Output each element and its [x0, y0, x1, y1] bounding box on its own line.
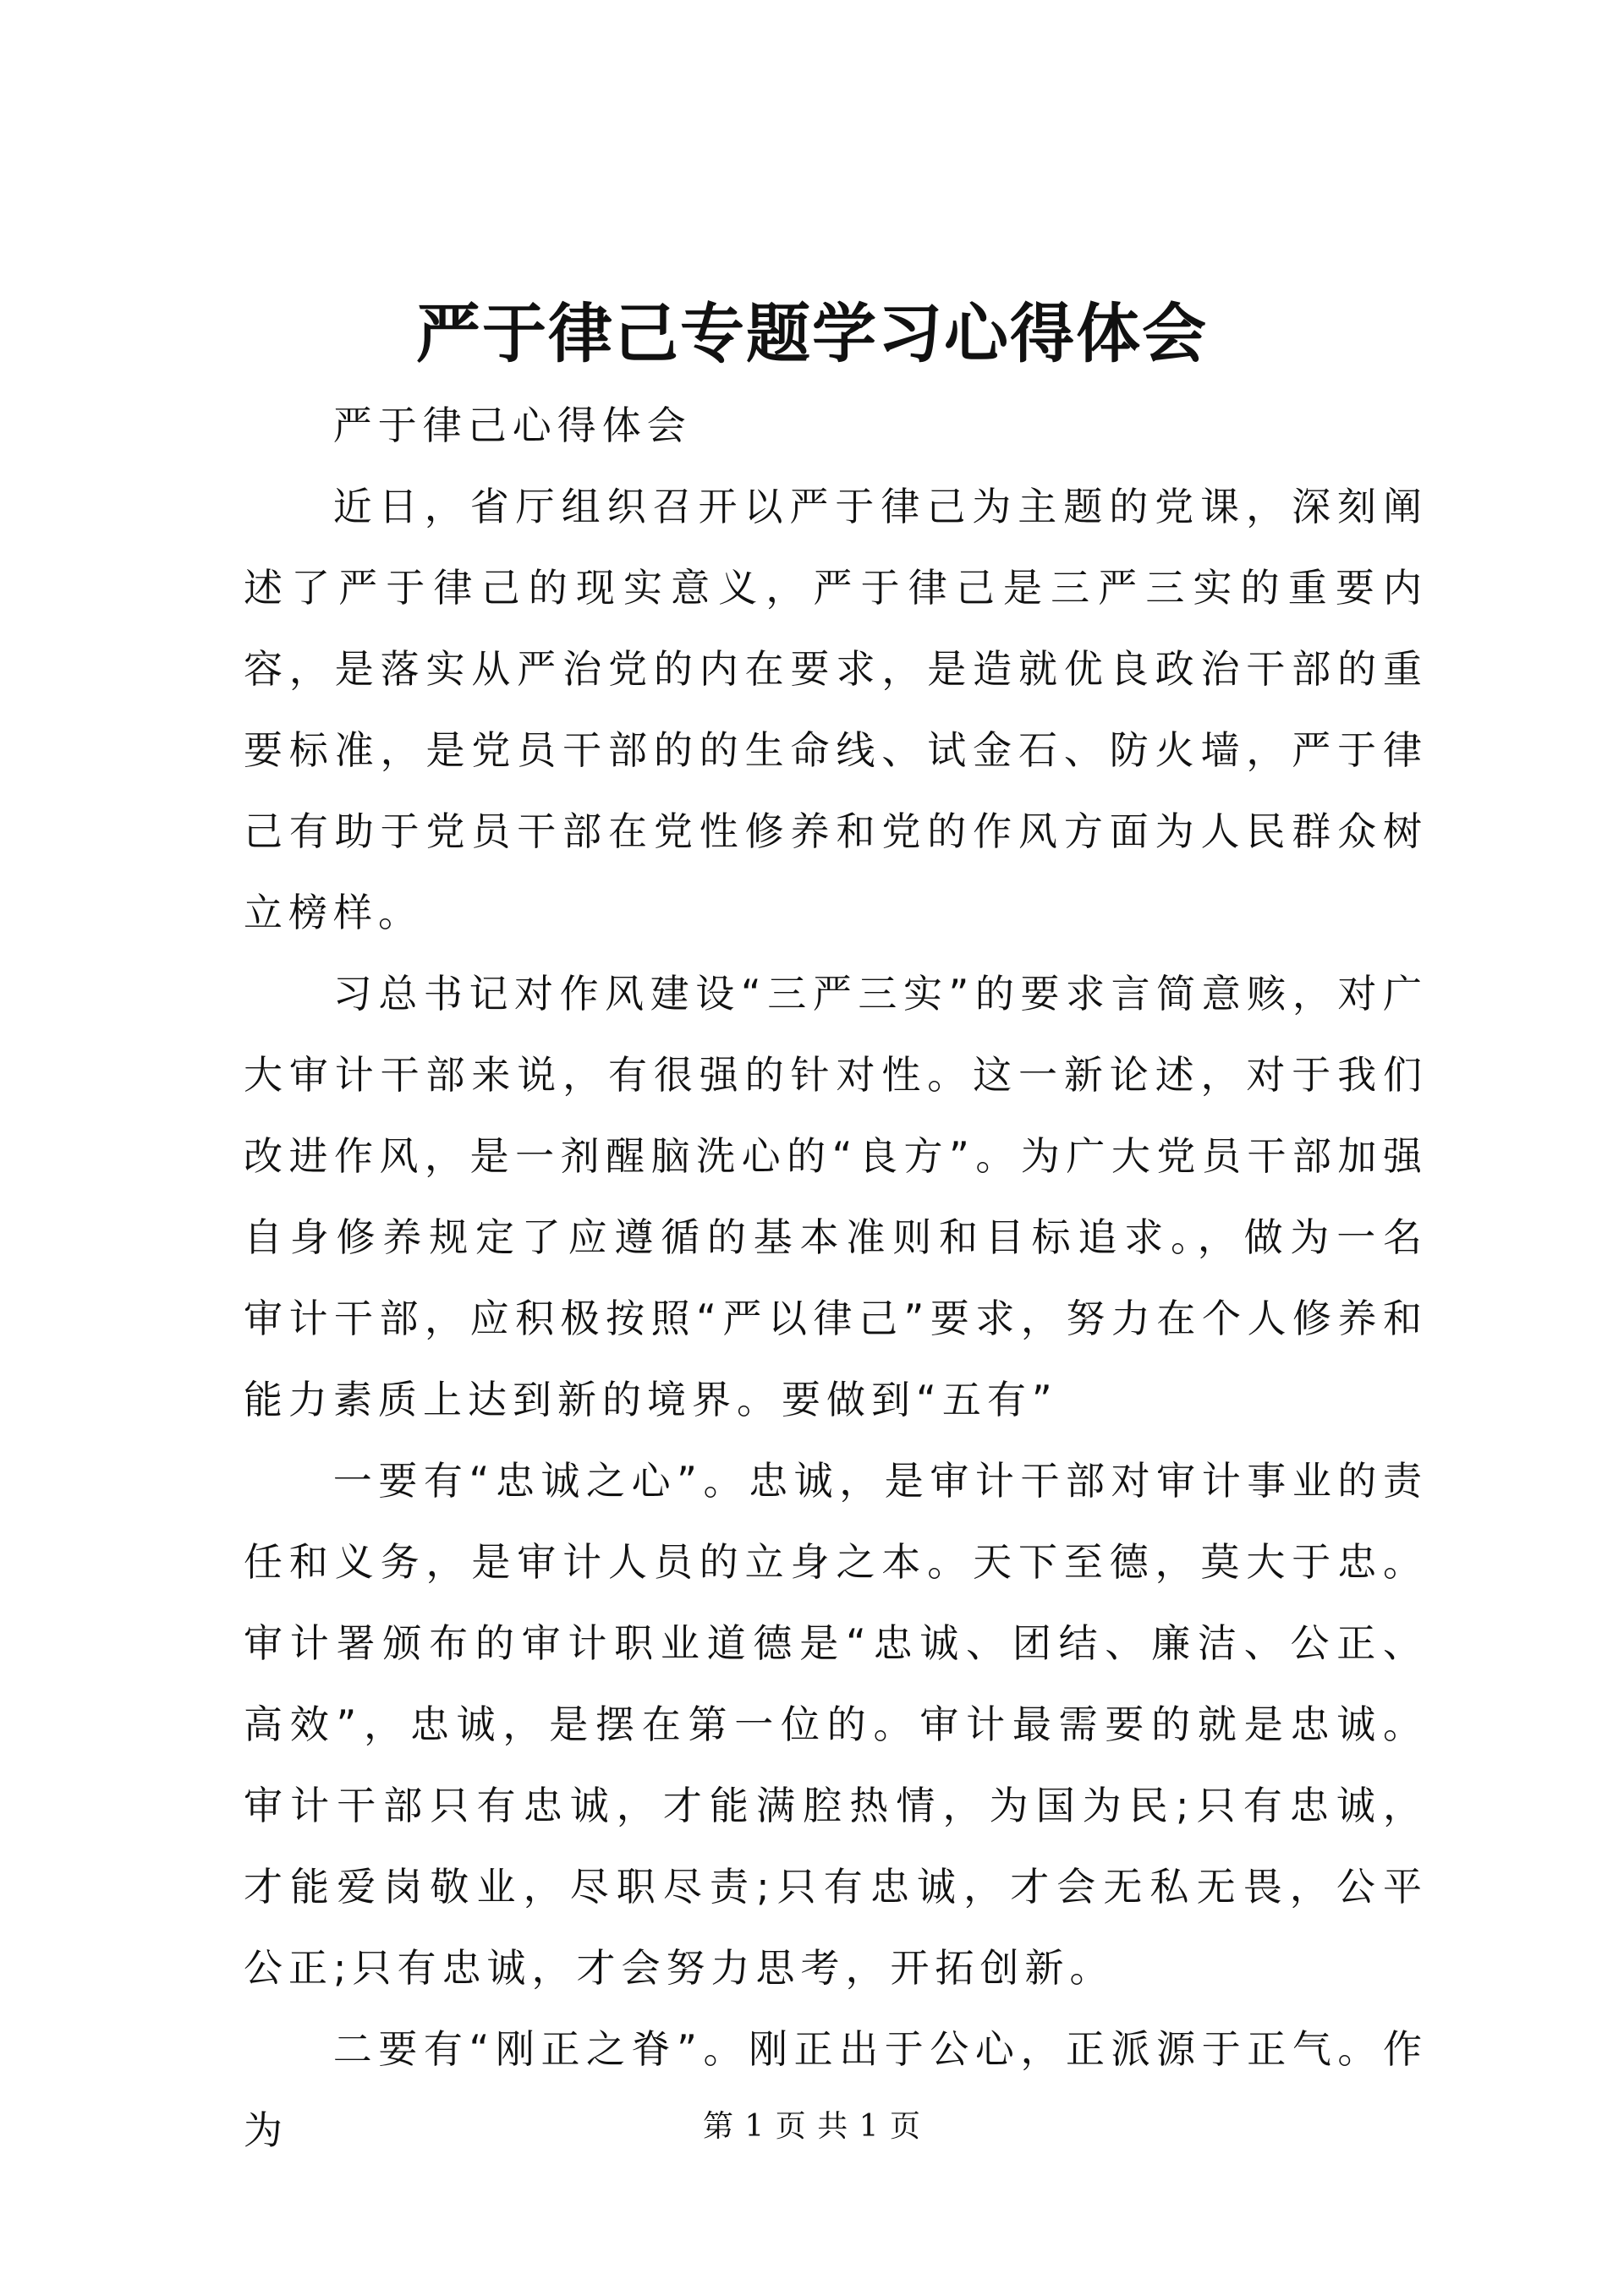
- paragraph-loyalty: 一要有“忠诚之心”。忠诚，是审计干部对审计事业的责任和义务，是审计人员的立身之本。天下至德，莫大于忠。审计署颁布的审计职业道德是“忠诚、团结、廉洁、公正、高效”，忠诚，是摆在第一位的。审计最需要的就是忠诚。审计干部只有忠诚，才能满腔热情，为国为民;只有忠诚，才能爱岗敬业，尽职尽责;只有忠诚，才会无私无畏，公平公正;只有忠诚，才会努力思考，开拓创新。: [244, 1458, 1428, 1991]
- document-title: 严于律己专题学习心得体会: [416, 296, 1208, 371]
- paragraph-intro: 近日，省厅组织召开以严于律己为主题的党课，深刻阐述了严于律己的现实意义，严于律己是三严三实的重要内容，是落实从严治党的内在要求，是造就优良政治干部的重要标准，是党员干部的的生命线、试金石、防火墙，严于律己有助于党员干部在党性修养和党的作风方面为人民群众树立榜样。: [244, 484, 1428, 935]
- paragraph-subtitle: 严于律己心得体会: [332, 403, 692, 448]
- page-footer: 第 1 页 共 1 页: [702, 2109, 922, 2144]
- paragraph-integrity: 二要有“刚正之脊”。刚正出于公心，正派源于正气。作为: [244, 2026, 1428, 2153]
- paragraph-three-strict: 习总书记对作风建设“三严三实”的要求言简意赅，对广大审计干部来说，有很强的针对性。这一新论述，对于我们改进作风，是一剂醒脑洗心的“良方”。为广大党员干部加强自身修养规定了应遵循的基本准则和目标追求。，做为一名审计干部，应积极按照“严以律己”要求，努力在个人修养和能力素质上达到新的境界。要做到“五有”: [244, 971, 1428, 1422]
- document-body: [244, 385, 1428, 2171]
